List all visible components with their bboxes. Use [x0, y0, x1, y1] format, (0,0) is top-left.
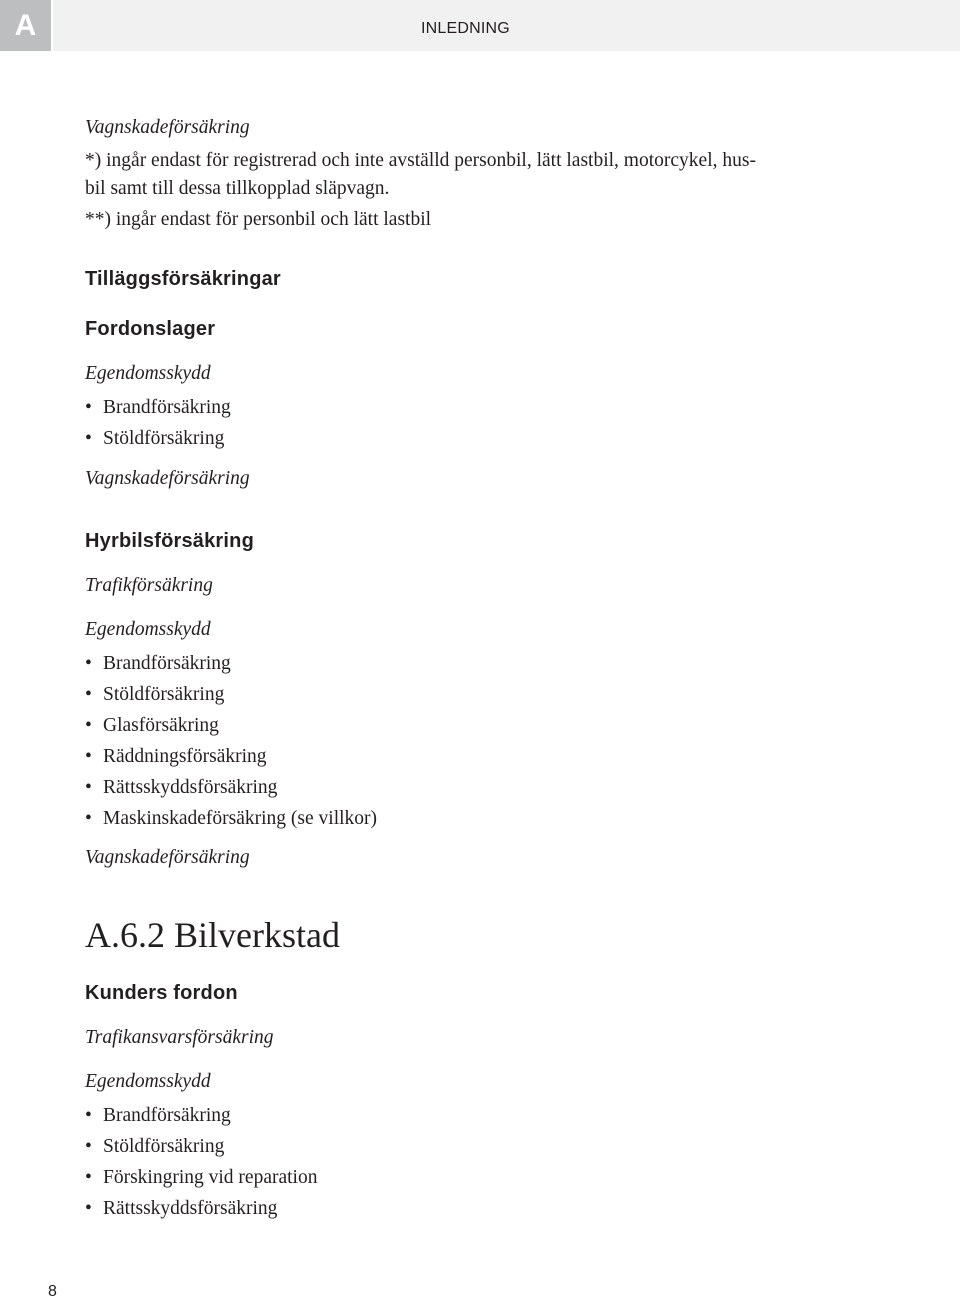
fordonslager-vagnskade: Vagnskadeförsäkring [85, 468, 250, 489]
section-title: A.6.2 Bilverkstad [85, 915, 340, 955]
list-item: • Stöldförsäkring [85, 684, 225, 705]
list-item: • Stöldförsäkring [85, 1136, 225, 1157]
intro-note-1-line-1: *) ingår endast för registrerad och inte avställd personbil, lätt lastbil, motorcykel, hus- [85, 150, 756, 171]
intro-heading: Vagnskadeförsäkring [85, 117, 250, 138]
bullet-icon: • [85, 653, 92, 674]
kunders-fordon-heading: Kunders fordon [85, 982, 238, 1004]
list-item: • Glasförsäkring [85, 715, 219, 736]
hyrbil-trafik: Trafikförsäkring [85, 575, 213, 596]
header-title: INLEDNING [421, 20, 510, 37]
list-item: • Stöldförsäkring [85, 428, 225, 449]
bullet-icon: • [85, 777, 92, 798]
bullet-icon: • [85, 746, 92, 767]
list-item: • Brandförsäkring [85, 397, 231, 418]
list-item: • Räddningsförsäkring [85, 746, 267, 767]
tillagg-heading: Tilläggsförsäkringar [85, 268, 281, 290]
hyrbil-heading: Hyrbilsförsäkring [85, 530, 255, 552]
list-item: • Rättsskyddsförsäkring [85, 777, 278, 798]
list-item: • Rättsskyddsförsäkring [85, 1198, 278, 1219]
bullet-icon: • [85, 428, 92, 449]
list-item: • Förskingring vid reparation [85, 1167, 318, 1188]
bullet-icon: • [85, 1136, 92, 1157]
bullet-icon: • [85, 684, 92, 705]
hyrbil-egendomsskydd: Egendomsskydd [85, 619, 211, 640]
page-number: 8 [48, 1283, 57, 1300]
bullet-icon: • [85, 1198, 92, 1219]
list-item: • Brandförsäkring [85, 1105, 231, 1126]
list-item: • Brandförsäkring [85, 653, 231, 674]
bullet-icon: • [85, 715, 92, 736]
fordonslager-heading: Fordonslager [85, 318, 216, 340]
chapter-tab: A [0, 0, 51, 51]
list-item: • Maskinskadeförsäkring (se villkor) [85, 808, 378, 829]
intro-note-1-line-2: bil samt till dessa tillkopplad släpvagn. [85, 178, 390, 199]
bullet-icon: • [85, 808, 92, 829]
intro-note-2: **) ingår endast för personbil och lätt lastbil [85, 209, 432, 230]
hyrbil-vagnskade: Vagnskadeförsäkring [85, 847, 250, 868]
bullet-icon: • [85, 397, 92, 418]
trafikansvar-heading: Trafikansvarsförsäkring [85, 1027, 274, 1048]
bilverkstad-egendomsskydd: Egendomsskydd [85, 1071, 211, 1092]
fordonslager-egendomsskydd: Egendomsskydd [85, 363, 211, 384]
bullet-icon: • [85, 1167, 92, 1188]
bullet-icon: • [85, 1105, 92, 1126]
